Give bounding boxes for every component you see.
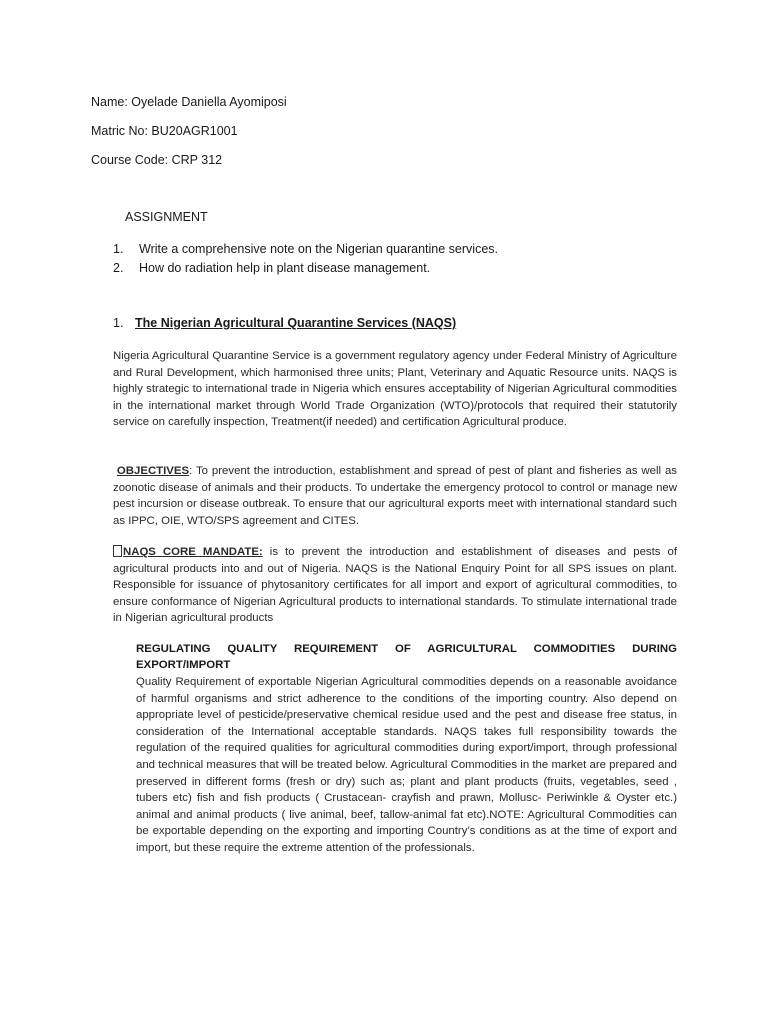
task-list [113, 240, 673, 278]
mandate-label: NAQS CORE MANDATE: [123, 546, 263, 558]
mandate-paragraph [113, 544, 677, 627]
task-number: 2. [113, 261, 124, 275]
section-heading [113, 316, 456, 330]
matric-number: Matric No: BU20AGR1001 [91, 124, 238, 138]
quality-paragraph: Quality Requirement of exportable Nigerian Agricultural commodities depends on a reasonable avoidance of harmful organisms and strict adherence to the conditions of the importing country. Also depend on appropriate level of pesticide/preservative chemical residue used and the pest and disease free status, in consideration of the International acceptable standards. NAQS takes full responsibility towards the regulation of the required qualities for agricultural commodities during export/import, through professional and technical measures that will be treated below. Agricultural Commodities in the market are prepared and preserved in different forms (fresh or dry) such as; plant and plant products (fruits, vegetables, seed , tubers etc) fish and fish products ( Crustacean- crayfish and prawn, Mollusc- Periwinkle & Oyster etc.) animal and animal products ( live animal, beef, tallow-animal fat etc).NOTE: Agricultural Commodities can be exportable depending on the exporting and importing Country’s conditions as at the time of export and import, but these require the extreme attention of the professionals. [136, 676, 677, 854]
intro-paragraph: Nigeria Agricultural Quarantine Service is a government regulatory agency under Federal Ministry of Agriculture and Rural Development, which harmonised three units; Plant, Veterinary and Aquatic Resource units. NAQS is highly strategic to international trade in Nigeria which ensures acceptability of Nigerian Agricultural commodities in the international market through World Trade Organization (WTO)/protocols that required their statutorily service on carefully inspection, Treatment(if needed) and certification Agricultural produce. [113, 350, 677, 429]
student-name: Name: Oyelade Daniella Ayomiposi [91, 95, 287, 109]
list-item [113, 240, 673, 259]
objectives-text: : To prevent the introduction, establishment and spread of pest of plant and fisheries as well as zoonotic disease of animals and their products. To undertake the emergency protocol to control or manage new pest incursion or disease outbreak. To ensure that our agricultural exports meet with international standard such as IPPC, OIE, WTO/SPS agreement and CITES. [113, 465, 677, 527]
section-title: The Nigerian Agricultural Quarantine Services (NAQS) [135, 316, 457, 330]
list-item [113, 259, 673, 278]
sub-heading: REGULATING QUALITY REQUIREMENT OF AGRICULTURAL COMMODITIES DURING [136, 643, 677, 655]
objectives-paragraph [113, 463, 677, 529]
assignment-title: ASSIGNMENT [125, 210, 208, 224]
sub-heading-continued: EXPORT/IMPORT [136, 659, 231, 671]
task-number: 1. [113, 242, 124, 256]
objectives-label: OBJECTIVES [116, 465, 190, 477]
mandate-text: is to prevent the introduction and establishment of diseases and pests of agricultural products into and out of Nigeria. NAQS is the National Enquiry Point for all SPS issues on plant. Responsible for issuance of phytosanitory certificates for all import and export of agricultural commodities, to ensure conformance of Nigerian Agricultural products to international standards. To stimulate international trade in Nigerian agricultural products [113, 546, 678, 625]
task-text: Write a comprehensive note on the Nigerian quarantine services. [139, 242, 498, 256]
section-number: 1. [113, 316, 124, 330]
task-text: How do radiation help in plant disease management. [139, 261, 431, 275]
checkbox-icon [113, 545, 122, 557]
course-code: Course Code: CRP 312 [91, 153, 223, 167]
